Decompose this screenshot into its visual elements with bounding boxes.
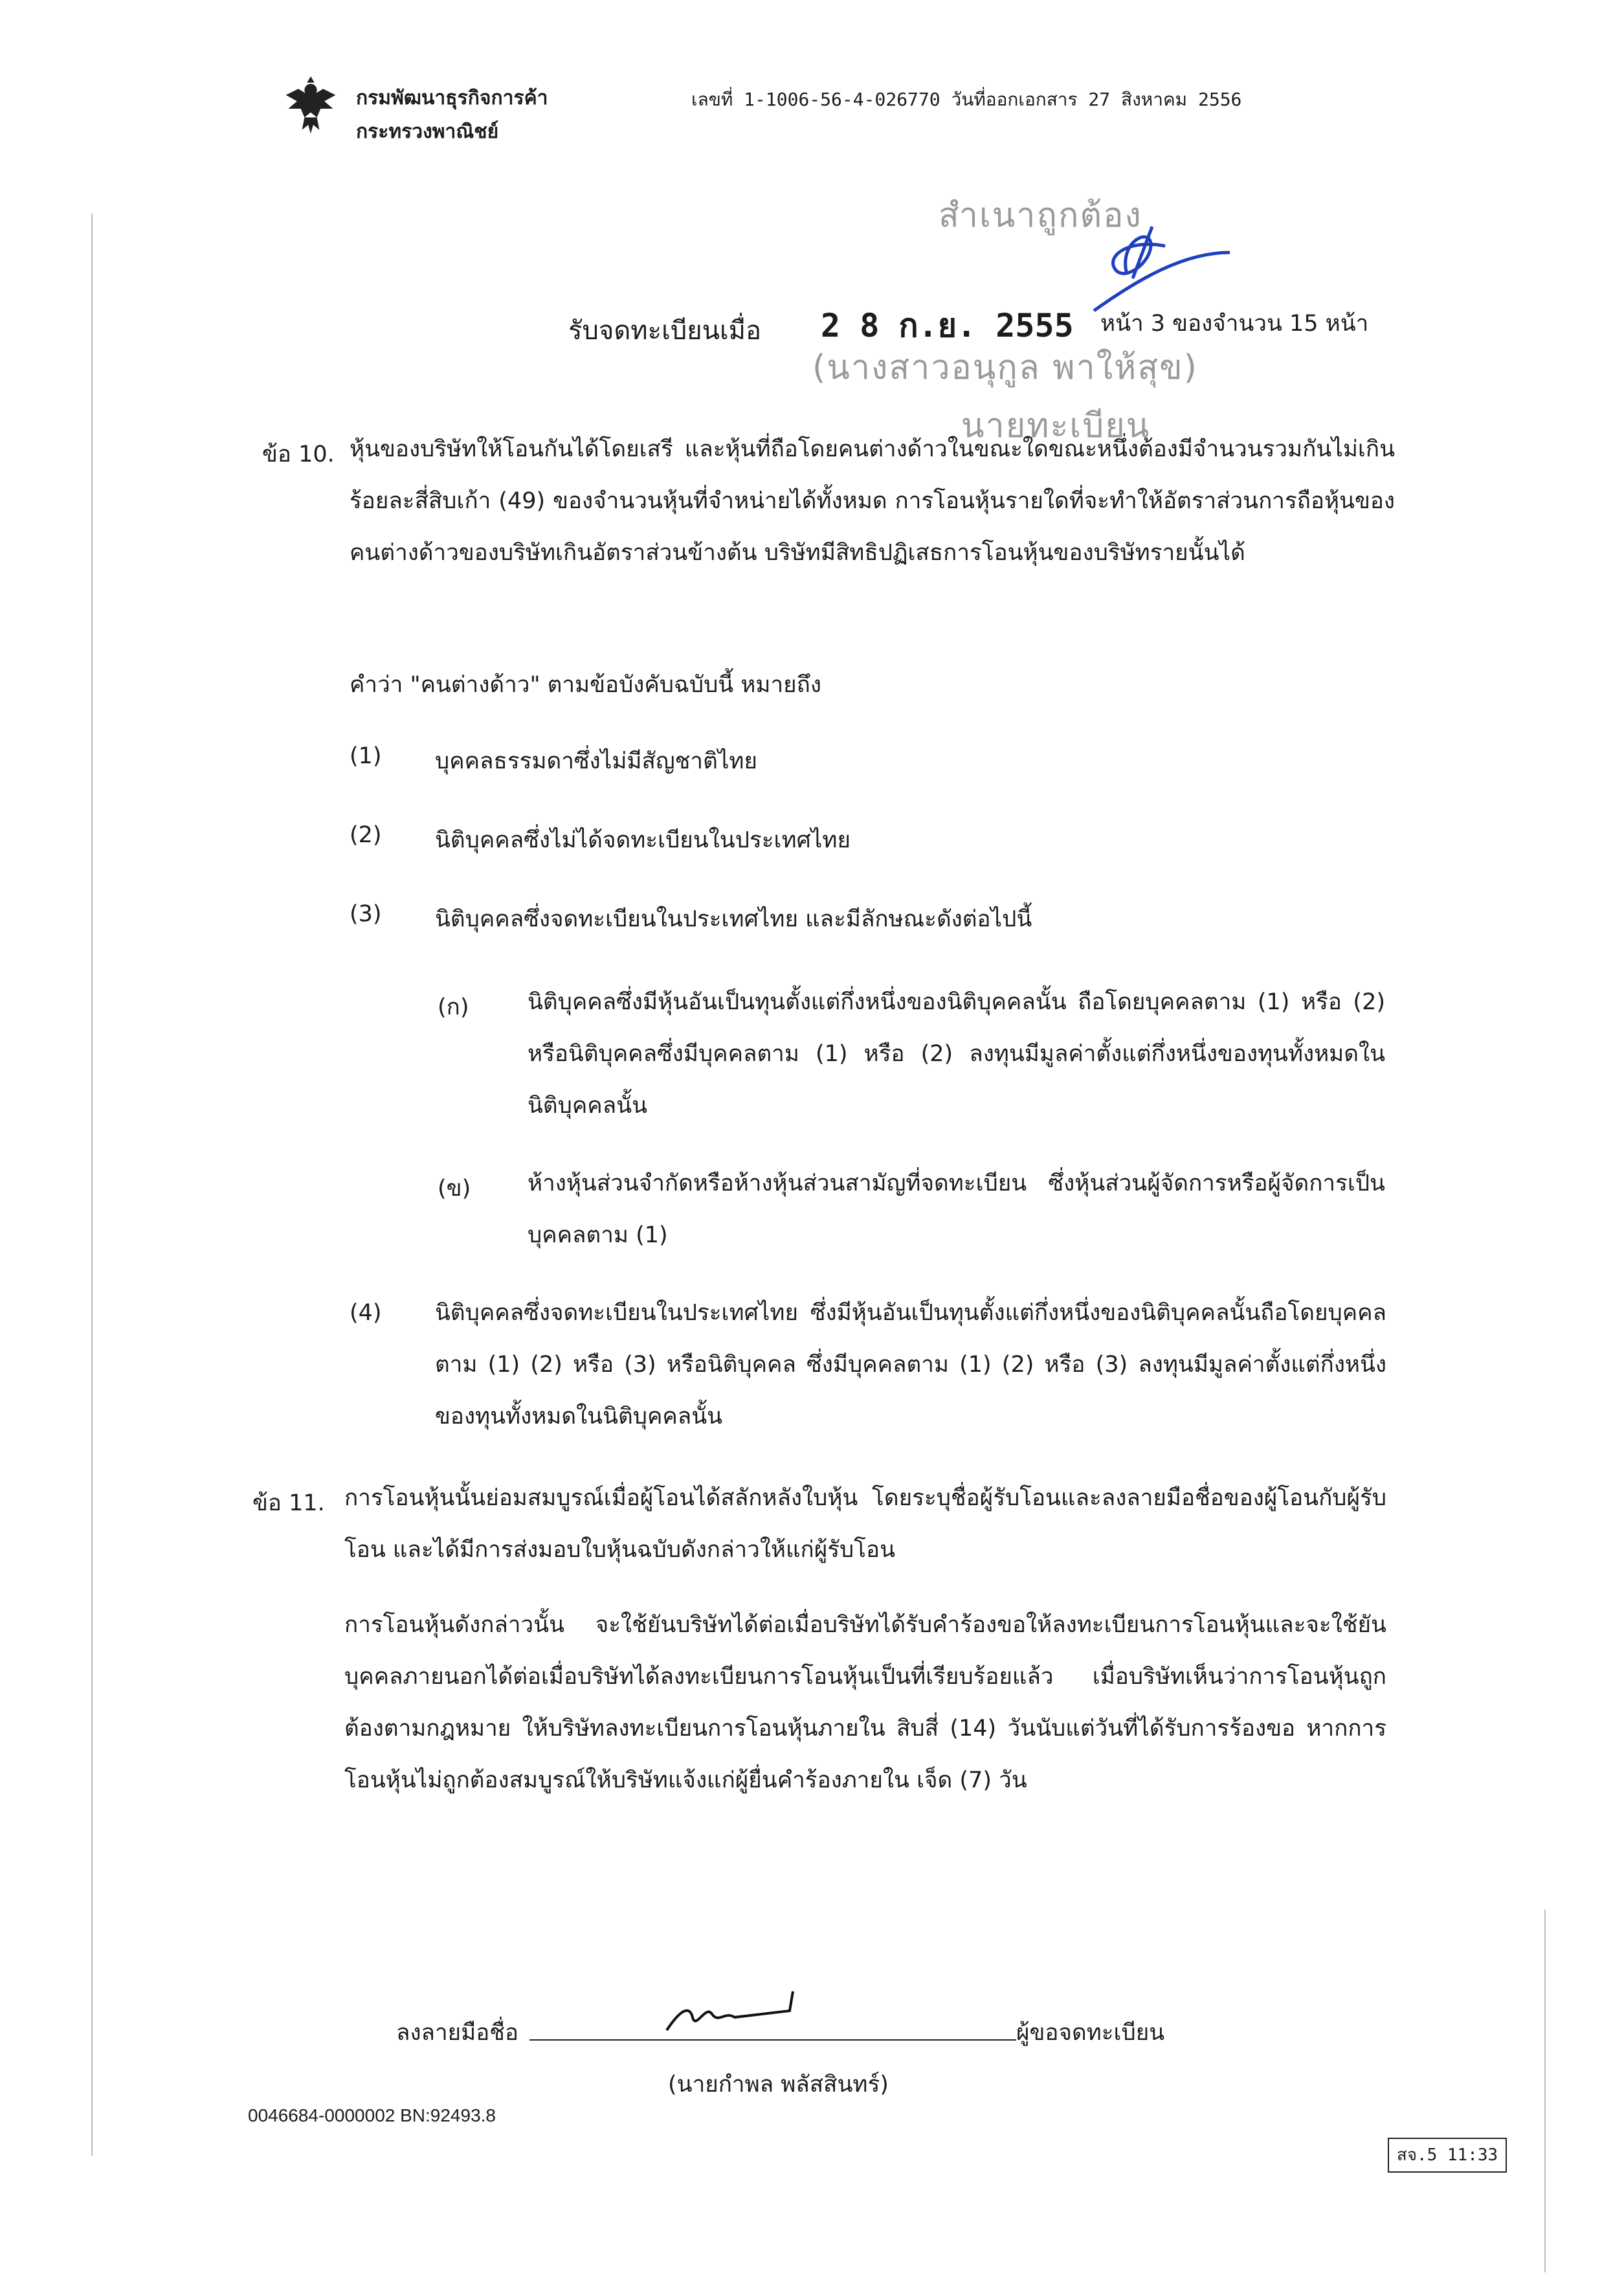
clause-10-number: ข้อ 10. bbox=[262, 442, 335, 467]
definition-item-1-text: บุคคลธรรมดาซึ่งไม่มีสัญชาติไทย bbox=[435, 748, 757, 774]
definition-item-3-marker: (3) bbox=[350, 901, 382, 927]
certifier-name: (นางสาวอนุกูล พาให้สุข) bbox=[812, 348, 1198, 387]
clause-10-paragraph: หุ้นของบริษัทให้โอนกันได้โดยเสรี และหุ้นที่ถือโดยคนต่างด้าวในขณะใดขณะหนึ่งต้องมีจำนวนรวมกันไม่เกินร้อยละสี่สิบเก้า (49) ของจำนวนหุ้นที่จำหน่ายได้ทั้งหมด การโอนหุ้นรายใดที่จะทำให้อัตราส่วนการถือหุ้นของคนต่างด้าวของบริษัทเกินอัตราส่วนข้างต้น บริษัทมีสิทธิปฏิเสธการโอนหุ้นของบริษัทรายนั้นได้ bbox=[350, 436, 1395, 566]
registration-label: รับจดทะเบียนเมื่อ bbox=[568, 316, 762, 346]
registration-date: 2 8 ก.ย. 2555 bbox=[821, 307, 1074, 344]
document-number: เลขที่ 1-1006-56-4-026770 วันที่ออกเอกสาร 27 สิงหาคม 2556 bbox=[691, 89, 1242, 110]
ministry-name: กระทรวงพาณิชย์ bbox=[356, 120, 499, 143]
signature-label: ลงลายมือชื่อ bbox=[396, 2020, 519, 2046]
definition-sub-item-a-marker: (ก) bbox=[438, 994, 469, 1020]
applicant-role: ผู้ขอจดทะเบียน bbox=[1016, 2020, 1165, 2046]
definition-sub-item-a-text: นิติบุคคลซึ่งมีหุ้นอันเป็นทุนตั้งแต่กึ่งหนึ่งของนิติบุคคลนั้น ถือโดยบุคคลตาม (1) หรือ (2) หรือนิติบุคคลซึ่งมีบุคคลตาม (1) หรือ (2) ลงทุนมีมูลค่าตั้งแต่กึ่งหนึ่งของทุนทั้งหมดในนิติบุคคลนั้น bbox=[528, 989, 1385, 1119]
definition-item-4-marker: (4) bbox=[350, 1300, 382, 1326]
certifier-signature-icon bbox=[1074, 201, 1243, 317]
applicant-signature-icon bbox=[660, 1985, 816, 2043]
definition-sub-item-b-text: ห้างหุ้นส่วนจำกัดหรือห้างหุ้นส่วนสามัญที่จดทะเบียน ซึ่งหุ้นส่วนผู้จัดการหรือผู้จัดการเป็นบุคคลตาม (1) bbox=[528, 1170, 1385, 1248]
definition-item-2-marker: (2) bbox=[350, 822, 382, 848]
garuda-emblem-icon bbox=[280, 76, 342, 139]
clause-11-paragraph-2: การโอนหุ้นดังกล่าวนั้น จะใช้ยันบริษัทได้ต่อเมื่อบริษัทได้รับคำร้องขอให้ลงทะเบียนการโอนหุ้นและจะใช้ยันบุคคลภายนอกได้ต่อเมื่อบริษัทได้ลงทะเบียนการโอนหุ้นเป็นที่เรียบร้อยแล้ว เมื่อบริษัทเห็นว่าการโอนหุ้นถูกต้องตามกฎหมาย ให้บริษัทลงทะเบียนการโอนหุ้นภายใน สิบสี่ (14) วันนับแต่วันที่ได้รับการร้องขอ หากการโอนหุ้นไม่ถูกต้องสมบูรณ์ให้บริษัทแจ้งแก่ผู้ยื่นคำร้องภายใน เจ็ด (7) วัน bbox=[344, 1612, 1386, 1793]
definition-item-3-text: นิติบุคคลซึ่งจดทะเบียนในประเทศไทย และมีลักษณะดังต่อไปนี้ bbox=[435, 906, 1032, 932]
form-code-box: สจ.5 11:33 bbox=[1388, 2138, 1507, 2173]
definition-sub-item-b-marker: (ข) bbox=[438, 1176, 471, 1202]
definition-item-2-text: นิติบุคคลซึ่งไม่ได้จดทะเบียนในประเทศไทย bbox=[435, 827, 851, 853]
scan-right-margin-line bbox=[1544, 1910, 1546, 2272]
page-info: หน้า 3 ของจำนวน 15 หน้า bbox=[1100, 311, 1369, 337]
scan-margin-line bbox=[91, 214, 93, 2156]
document-reference: 0046684-0000002 BN:92493.8 bbox=[248, 2105, 496, 2125]
department-name: กรมพัฒนาธุรกิจการค้า bbox=[356, 87, 548, 109]
clause-11-number: ข้อ 11. bbox=[252, 1490, 325, 1516]
alien-definition-intro: คำว่า "คนต่างด้าว" ตามข้อบังคับฉบับนี้ หมายถึง bbox=[350, 672, 821, 698]
definition-item-4-text: นิติบุคคลซึ่งจดทะเบียนในประเทศไทย ซึ่งมีหุ้นอันเป็นทุนตั้งแต่กึ่งหนึ่งของนิติบุคคลนั้นถือโดยบุคคลตาม (1) (2) หรือ (3) หรือนิติบุคคล ซึ่งมีบุคคลตาม (1) (2) หรือ (3) ลงทุนมีมูลค่าตั้งแต่กึ่งหนึ่งของทุนทั้งหมดในนิติบุคคลนั้น bbox=[435, 1300, 1386, 1429]
certifier-title: นายทะเบียน bbox=[961, 407, 1151, 445]
definition-item-1-marker: (1) bbox=[350, 743, 382, 769]
applicant-name: (นายกำพล พลัสสินทร์) bbox=[668, 2072, 889, 2098]
certified-copy-stamp: สำเนาถูกต้อง bbox=[939, 196, 1142, 235]
clause-11-paragraph-1: การโอนหุ้นนั้นย่อมสมบูรณ์เมื่อผู้โอนได้สลักหลังใบหุ้น โดยระบุชื่อผู้รับโอนและลงลายมือชื่อของผู้โอนกับผู้รับโอน และได้มีการส่งมอบใบหุ้นฉบับดังกล่าวให้แก่ผู้รับโอน bbox=[344, 1485, 1386, 1563]
